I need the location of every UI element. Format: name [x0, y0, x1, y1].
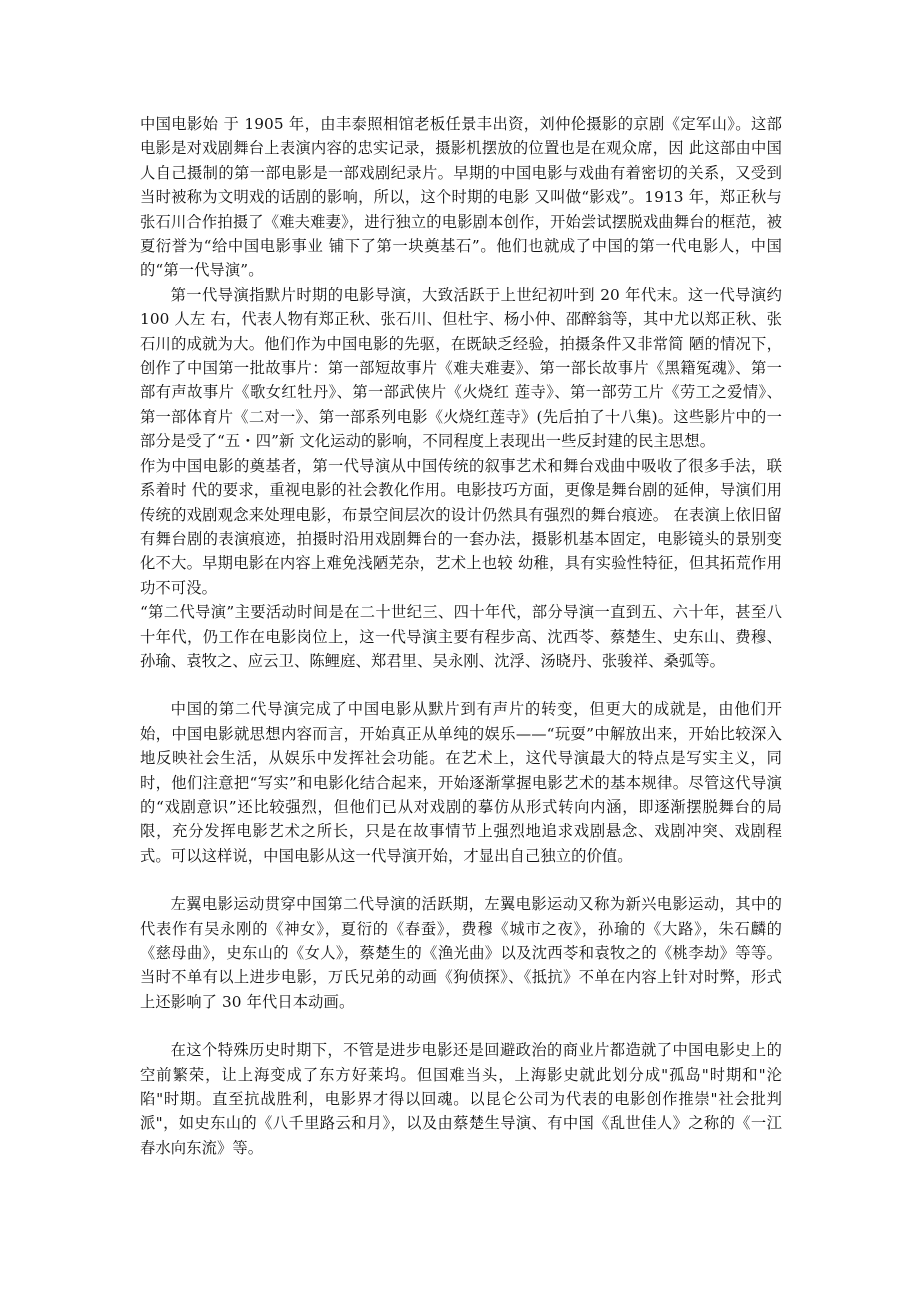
paragraph-wartime-period: 在这个特殊历史时期下，不管是进步电影还是回避政治的商业片都造就了中国电影史上的空前繁荣，让上海变成了东方好莱坞。但国难当头，上海影史就此划分成"孤岛"时期和"沦陷"时期。直至抗战胜利，电影界才得以回魂。以昆仑公司为代表的电影创作推崇"社会批判派"，如史东山的《八千里路云和月》，以及由蔡楚生导演、有中国《乱世佳人》之称的《一江春水向东流》等。 — [140, 1041, 782, 1157]
paragraph-first-generation-style: 作为中国电影的奠基者，第一代导演从中国传统的叙事艺术和舞台戏曲中吸收了很多手法，联系着时 代的要求，重视电影的社会教化作用。电影技巧方面，更像是舞台剧的延伸，导演们用传统的戏剧观念来处理电影，布景空间层次的设计仍然具有强烈的舞台痕迹。 在表演上依旧留有舞台剧的表演痕迹，拍摄时沿用戏剧舞台的一套办法，摄影机基本固定，电影镜头的景别变化不大。早期电影在内容上难免浅陋芜杂，艺术上也较 幼稚，具有实验性特征，但其拓荒作用功不可没。 — [140, 456, 782, 597]
paragraph-first-generation: 第一代导演指默片时期的电影导演，大致活跃于上世纪初叶到 20 年代末。这一代导演约 100 人左 右，代表人物有郑正秋、张石川、但杜宇、杨小仲、邵醉翁等，其中尤以郑正秋、张石川的成就为大。他们作为中国电影的先驱，在既缺乏经验，拍摄条件又非常简 陋的情况下，创作了中国第一批故事片：第一部短故事片《难夫难妻》、第一部长故事片《黑籍冤魂》、第一部有声故事片《歌女红牡丹》、第一部武侠片《火烧红 莲寺》、第一部劳工片《劳工之爱情》、第一部体育片《二对一》、第一部系列电影《火烧红莲寺》(先后拍了十八集)。这些影片中的一部分是受了“五・四”新 文化运动的影响，不同程度上表现出一些反封建的民主思想。 — [140, 285, 782, 451]
paragraph-second-generation-achievement: 中国的第二代导演完成了中国电影从默片到有声片的转变，但更大的成就是，由他们开始，中国电影就思想内容而言，开始真正从单纯的娱乐——“玩耍”中解放出来，开始比较深入地反映社会生活，从娱乐中发挥社会功能。在艺术上，这代导演最大的特点是写实主义，同时，他们注意把“写实”和电影化结合起来，开始逐渐掌握电影艺术的基本规律。尽管这代导演的“戏剧意识”还比较强烈，但他们已从对戏剧的摹仿从形式转向内涵，即逐渐摆脱舞台的局限，充分发挥电影艺术之所长，只是在故事情节上强烈地追求戏剧悬念、戏剧冲突、戏剧程式。可以这样说，中国电影从这一代导演开始，才显出自己独立的价值。 — [140, 700, 782, 865]
paragraph-film-origin: 中国电影始 于 1905 年，由丰泰照相馆老板任景丰出资，刘仲伦摄影的京剧《定军山》。这部电影是对戏剧舞台上表演内容的忠实记录，摄影机摆放的位置也是在观众席，因 此这部由中国人自己摄制的第一部电影是一部戏剧纪录片。早期的中国电影与戏曲有着密切的关系，又受到当时被称为文明戏的话剧的影响，所以，这个时期的电影 又叫做“影戏”。1913 年，郑正秋与张石川合作拍摄了《难夫难妻》，进行独立的电影剧本创作，开始尝试摆脱戏曲舞台的框范，被夏衍誉为“给中国电影事业 铺下了第一块奠基石”。他们也就成了中国的第一代电影人，中国的“第一代导演”。 — [140, 115, 782, 280]
paragraph-spacer — [140, 673, 782, 697]
paragraph-second-generation: “第二代导演”主要活动时间是在二十世纪三、四十年代，部分导演一直到五、六十年，甚至八十年代，仍工作在电影岗位上，这一代导演主要有程步高、沈西苓、蔡楚生、史东山、费穆、孙瑜、袁牧之、应云卫、陈鲤庭、郑君里、吴永刚、沈浮、汤晓丹、张骏祥、桑弧等。 — [140, 603, 782, 670]
document-page — [140, 112, 782, 1160]
paragraph-spacer — [140, 868, 782, 892]
paragraph-left-wing-movement: 左翼电影运动贯穿中国第二代导演的活跃期，左翼电影运动又称为新兴电影运动，其中的代表作有吴永刚的《神女》，夏衍的《春蚕》，费穆《城市之夜》，孙瑜的《大路》，朱石麟的《慈母曲》，史东山的《女人》，蔡楚生的《渔光曲》以及沈西苓和袁牧之的《桃李劫》等等。当时不单有以上进步电影，万氏兄弟的动画《狗侦探》、《抵抗》不单在内容上针对时弊，形式上还影响了 30 年代日本动画。 — [140, 895, 782, 1011]
paragraph-spacer — [140, 1014, 782, 1038]
